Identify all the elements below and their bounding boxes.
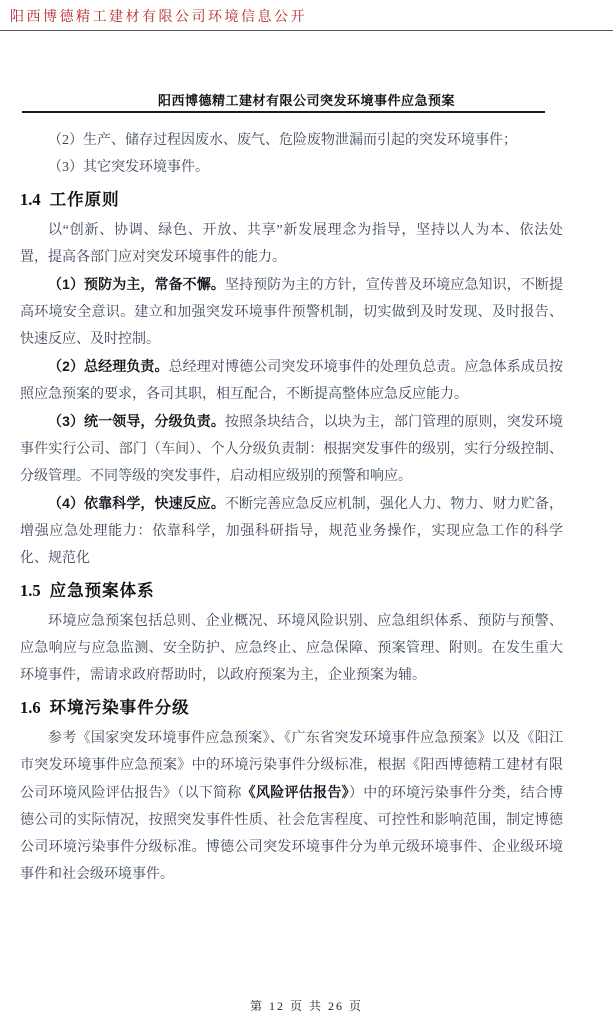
section-heading-1-4 (20, 188, 563, 212)
paragraph-text: 以“创新、协调、绿色、开放、共享”新发展理念为指导，坚持以人为本、依法处置，提高各部门应对突发环境事件的能力。 (20, 223, 563, 265)
paragraph (20, 217, 563, 271)
section-number: 1.5 (20, 581, 41, 600)
site-header-title: 阳西博德精工建材有限公司环境信息公开 (10, 10, 307, 25)
principle-item-2 (20, 353, 563, 408)
page-number: 第 12 页 共 26 页 (249, 999, 363, 1013)
principle-item-4 (20, 490, 563, 572)
principle-item-2-text: 总经理对博德公司突发环境事件的处理负总责。应急体系成员按照应急预案的要求，各司其职，相互配合，不断提高整体应急反应能力。 (20, 360, 563, 402)
document-body (20, 127, 563, 888)
principle-item-3 (20, 408, 563, 490)
paragraph-text: 环境应急预案包括总则、企业概况、环境风险识别、应急组织体系、预防与预警、应急响应与应急监测、安全防护、应急终止、应急保障、预案管理、附则。在发生重大环境事件，需请求政府帮助时，以政府预案为主，企业预案为辅。 (20, 614, 563, 683)
section-title: 工作原则 (49, 191, 120, 209)
paragraph (20, 725, 563, 888)
principle-item-3-text: 按照条块结合，以块为主，部门管理的原则，突发环境事件实行公司、部门（车间）、个人分级负责制：根据突发事件的级别，实行分级控制、分级管理。不同等级的突发事件，启动相应级别的预警和响应。 (20, 415, 563, 484)
page-footer (0, 997, 613, 1014)
list-item-3-text: （3）其它突发环境事件。 (48, 160, 209, 175)
site-header-divider (0, 30, 613, 31)
section-number: 1.6 (20, 698, 41, 717)
list-item-3 (20, 154, 563, 181)
principle-item-1 (20, 271, 563, 353)
principle-item-1-lead: （1）预防为主，常备不懈。 (48, 276, 225, 292)
principle-item-4-lead: （4）依靠科学，快速反应。 (48, 495, 225, 511)
principle-item-4-text: 不断完善应急反应机制，强化人力、物力、财力贮备，增强应急处理能力：依靠科学，加强科研指导，规范业务操作，实现应急工作的科学化、规范化 (20, 497, 563, 566)
section-heading-1-6 (20, 696, 563, 720)
list-item-2 (20, 127, 563, 154)
section-number: 1.4 (20, 190, 41, 209)
paragraph-text-seg1: 参考《国家突发环境事件应急预案》、《广东省突发环境事件应急预案》以及《阳江市突发环境事件应急预案》中的环境污染事件分级标准，根据《阳西博德精工建材有限公司环境风险评估报告》（以下简称 (20, 731, 563, 801)
section-title: 环境污染事件分级 (49, 699, 190, 717)
report-title-emphasis: 《风险评估报告》 (241, 784, 349, 800)
section-heading-1-5 (20, 579, 563, 603)
paragraph-text-seg2: ）中的环境污染事件分类，结合博德公司的实际情况，按照突发事件性质、社会危害程度、可控性和影响范围，制定博德公司环境污染事件分级标准。博德公司突发环境事件分为单元级环境事件、企业级环境事件和社会级环境事件。 (20, 786, 564, 882)
list-item-2-text: （2）生产、储存过程因废水、废气、危险废物泄漏而引起的突发环境事件； (48, 133, 517, 148)
principle-item-1-text: 坚持预防为主的方针，宣传普及环境应急知识，不断提高环境安全意识。建立和加强突发环境事件预警机制，切实做到及时发现、及时报告、快速反应、及时控制。 (20, 278, 563, 347)
principle-item-3-lead: （3）统一领导，分级负责。 (48, 413, 225, 429)
section-title: 应急预案体系 (49, 582, 155, 600)
doc-title-divider (22, 111, 545, 113)
paragraph (20, 608, 563, 689)
doc-title: 阳西博德精工建材有限公司突发环境事件应急预案 (157, 93, 455, 108)
principle-item-2-lead: （2）总经理负责。 (48, 358, 169, 374)
